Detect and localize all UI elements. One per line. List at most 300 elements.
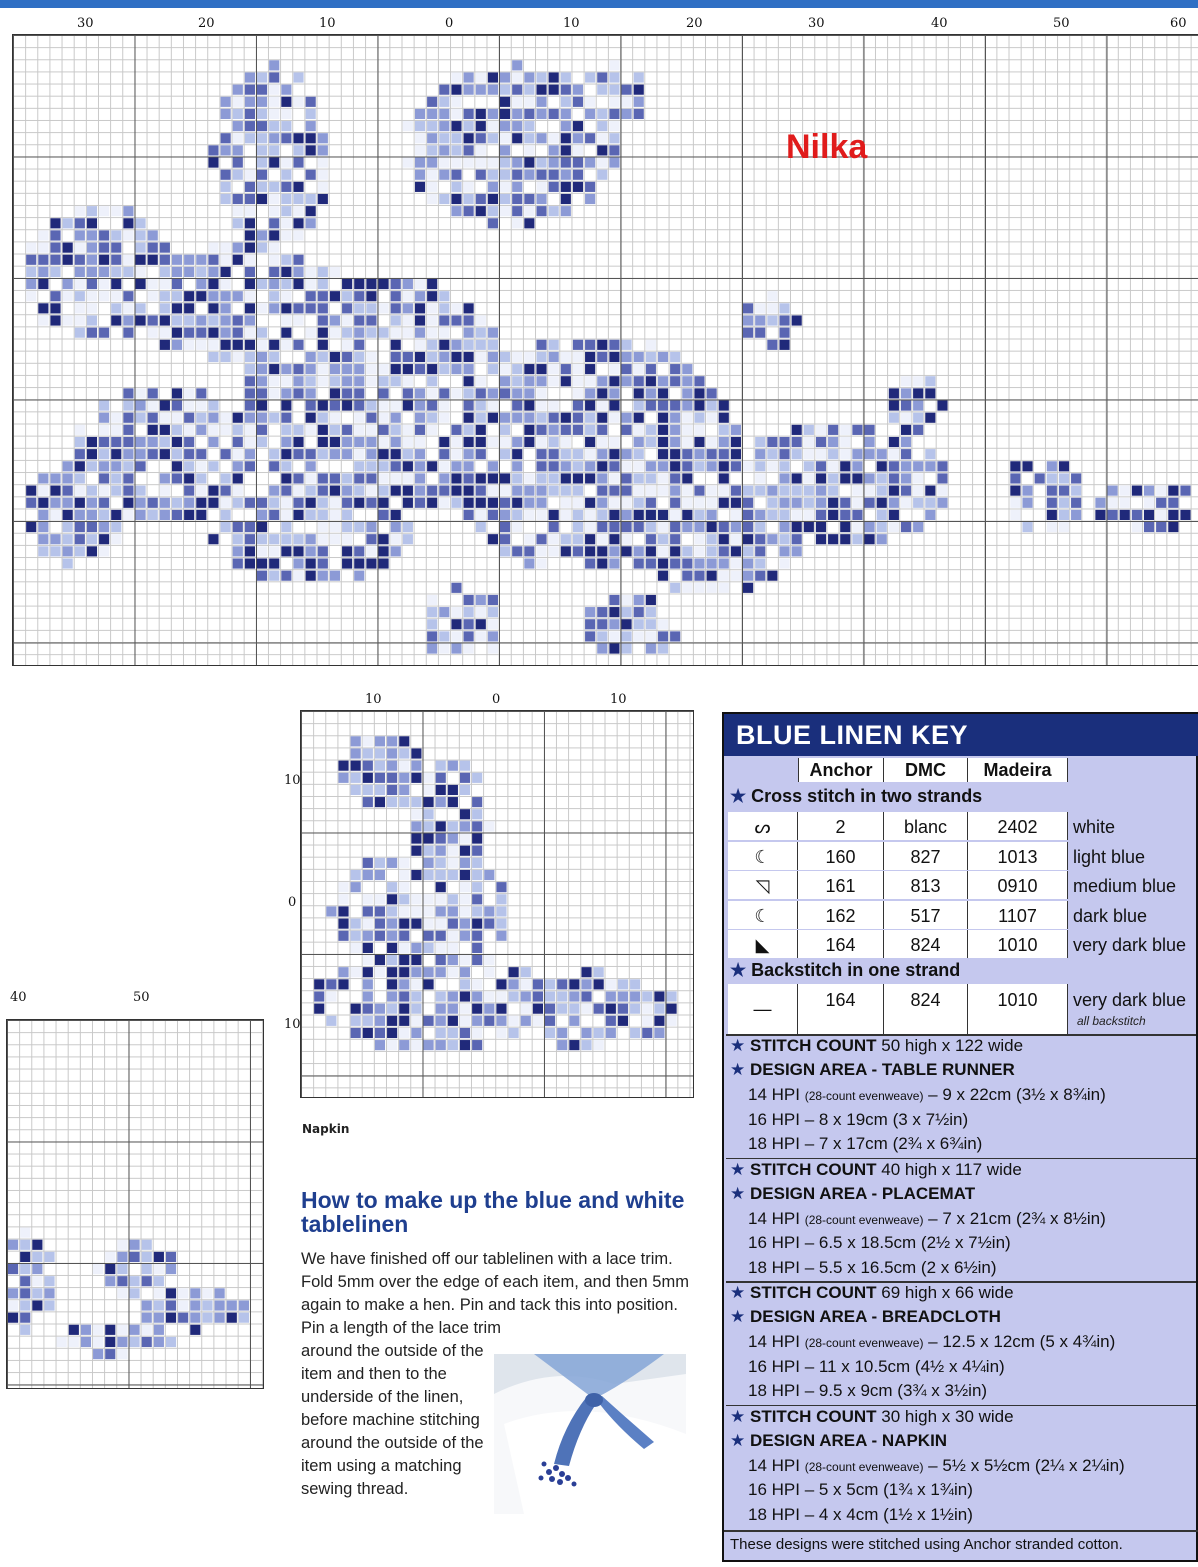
stitch-cell — [293, 376, 303, 386]
thread-symbol: ◣ — [728, 930, 798, 958]
stitch-count-value: 69 high x 66 wide — [881, 1283, 1014, 1302]
stitch-cell — [111, 230, 121, 240]
stitch-cell — [318, 546, 328, 556]
stitch-cell — [257, 328, 267, 338]
stitch-cell — [363, 943, 373, 953]
stitch-cell — [257, 522, 267, 532]
stitch-cell — [476, 121, 486, 131]
stitch-cell — [646, 486, 656, 496]
stitch-cell — [622, 534, 632, 544]
thread-row — [728, 812, 1196, 840]
stitch-cell — [464, 133, 474, 143]
stitch-cell — [707, 388, 717, 398]
stitch-cell — [136, 449, 146, 459]
stitch-cell — [257, 243, 267, 253]
stitch-cell — [767, 510, 777, 520]
x-tick-label: 10 — [365, 692, 382, 707]
stitch-cell — [184, 401, 194, 411]
stitch-cell — [792, 425, 802, 435]
stitch-cell — [363, 979, 373, 989]
stitch-cell — [172, 328, 182, 338]
stitch-cell — [50, 486, 60, 496]
stitch-cell — [451, 85, 461, 95]
stitch-cell — [330, 534, 340, 544]
stitch-cell — [464, 182, 474, 192]
stitch-cell — [865, 486, 875, 496]
x-tick-label: 10 — [563, 16, 580, 31]
stitch-cell — [166, 1264, 176, 1274]
stitch-cell — [281, 315, 291, 325]
stitch-cell — [403, 328, 413, 338]
stitch-cell — [682, 376, 692, 386]
stitch-cell — [500, 498, 510, 508]
stitch-cell — [342, 279, 352, 289]
stitch-cell — [233, 437, 243, 447]
stitch-cell — [338, 894, 348, 904]
stitch-cell — [694, 401, 704, 411]
stitch-cell — [779, 328, 789, 338]
stitch-cell — [351, 1028, 361, 1038]
stitch-cell — [379, 413, 389, 423]
stitch-cell — [512, 194, 522, 204]
stitch-cell — [658, 644, 668, 654]
stitch-cell — [375, 858, 385, 868]
stitch-cell — [622, 352, 632, 362]
stitch-cell — [50, 243, 60, 253]
stitch-cell — [609, 631, 619, 641]
stitch-cell — [342, 449, 352, 459]
stitch-cell — [573, 364, 583, 374]
stitch-cell — [160, 510, 170, 520]
stitch-cell — [585, 182, 595, 192]
stitch-cell — [245, 376, 255, 386]
stitch-cell — [281, 85, 291, 95]
stitch-cell — [50, 230, 60, 240]
stitch-cell — [375, 955, 385, 965]
stitch-cell — [293, 546, 303, 556]
stitch-cell — [573, 121, 583, 131]
stitch-cell — [500, 364, 510, 374]
stitch-cell — [148, 413, 158, 423]
stitch-cell — [682, 546, 692, 556]
stitch-cell — [719, 558, 729, 568]
stitch-cell — [654, 1004, 664, 1014]
stitch-cell — [342, 473, 352, 483]
stitch-cell — [658, 522, 668, 532]
stitch-cell — [411, 955, 421, 965]
stitch-cell — [609, 607, 619, 617]
stitch-cell — [913, 522, 923, 532]
stitch-cell — [448, 858, 458, 868]
stitch-cell — [411, 1016, 421, 1026]
stitch-cell — [536, 352, 546, 362]
stitch-cell — [828, 486, 838, 496]
design-area: ★ DESIGN AREA - PLACEMAT — [730, 1183, 976, 1203]
stitch-cell — [123, 401, 133, 411]
stitch-cell — [269, 364, 279, 374]
stitch-cell — [424, 967, 434, 977]
stitch-cell — [314, 991, 324, 1001]
stitch-cell — [658, 631, 668, 641]
stitch-cell — [694, 437, 704, 447]
stitch-cell — [901, 473, 911, 483]
stitch-cell — [111, 206, 121, 216]
stitch-cell — [196, 267, 206, 277]
stitch-cell — [512, 218, 522, 228]
stitch-cell — [755, 546, 765, 556]
stitch-cell — [293, 510, 303, 520]
stitch-cell — [354, 388, 364, 398]
stitch-cell — [99, 255, 109, 265]
stitch-cell — [460, 809, 470, 819]
stitch-cell — [293, 267, 303, 277]
stitch-cell — [136, 230, 146, 240]
stitch-cell — [351, 785, 361, 795]
stitch-count-label: STITCH COUNT — [749, 1406, 877, 1426]
stitch-cell — [306, 510, 316, 520]
stitch-cell — [351, 761, 361, 771]
stitch-cell — [424, 773, 434, 783]
stitch-pattern — [7, 1020, 263, 1388]
stitch-cell — [573, 97, 583, 107]
stitch-cell — [293, 315, 303, 325]
stitch-cell — [464, 72, 474, 82]
stitch-cell — [536, 558, 546, 568]
stitch-cell — [221, 328, 231, 338]
stitch-cell — [877, 498, 887, 508]
stitch-cell — [184, 291, 194, 301]
stitch-cell — [281, 388, 291, 398]
stitch-cell — [804, 473, 814, 483]
stitch-cell — [472, 991, 482, 1001]
stitch-cell — [536, 133, 546, 143]
stitch-cell — [476, 473, 486, 483]
stitch-cell — [488, 486, 498, 496]
stitch-cell — [245, 243, 255, 253]
stitch-cell — [670, 401, 680, 411]
stitch-cell — [484, 870, 494, 880]
stitch-cell — [75, 328, 85, 338]
stitch-cell — [561, 72, 571, 82]
stitch-cell — [38, 546, 48, 556]
stitch-cell — [387, 761, 397, 771]
stitch-cell — [609, 388, 619, 398]
stitch-cell — [233, 486, 243, 496]
stitch-cell — [707, 510, 717, 520]
y-tick-label: 10 — [284, 773, 301, 788]
stitch-cell — [634, 413, 644, 423]
stitch-cell — [1047, 461, 1057, 471]
stitch-cell — [338, 979, 348, 989]
stitch-cell — [50, 267, 60, 277]
stitch-cell — [731, 522, 741, 532]
stitch-cell — [667, 1016, 677, 1026]
stitch-cell — [99, 425, 109, 435]
stitch-cell — [609, 522, 619, 532]
stitch-cell — [326, 1016, 336, 1026]
stitch-cell — [622, 425, 632, 435]
stitch-cell — [257, 413, 267, 423]
stitch-cell — [427, 194, 437, 204]
stitch-cell — [581, 991, 591, 1001]
stitch-cell — [828, 510, 838, 520]
stitch-cell — [136, 315, 146, 325]
stitch-cell — [476, 631, 486, 641]
stitch-cell — [87, 510, 97, 520]
stitch-cell — [694, 571, 704, 581]
stitch-cell — [622, 546, 632, 556]
stitch-cell — [427, 182, 437, 192]
stitch-cell — [184, 425, 194, 435]
stitch-cell — [937, 461, 947, 471]
stitch-cell — [363, 894, 373, 904]
stitch-cell — [488, 340, 498, 350]
stitch-cell — [670, 498, 680, 508]
stitch-cell — [682, 486, 692, 496]
stitch-cell — [427, 121, 437, 131]
stitch-cell — [536, 388, 546, 398]
stitch-cell — [500, 85, 510, 95]
blue-linen-key — [722, 712, 1198, 1562]
stitch-cell — [111, 473, 121, 483]
stitch-cell — [585, 133, 595, 143]
stitch-cell — [646, 619, 656, 629]
stitch-cell — [816, 486, 826, 496]
stitch-cell — [476, 401, 486, 411]
stitch-cell — [363, 967, 373, 977]
stitch-cell — [221, 182, 231, 192]
stitch-cell — [245, 522, 255, 532]
stitch-cell — [436, 785, 446, 795]
stitch-cell — [233, 255, 243, 265]
stitch-cell — [136, 510, 146, 520]
stitch-cell — [257, 109, 267, 119]
stitch-cell — [391, 315, 401, 325]
stitch-cell — [391, 461, 401, 471]
stitch-cell — [38, 473, 48, 483]
stitch-cell — [496, 906, 506, 916]
stitch-cell — [87, 534, 97, 544]
stitch-cell — [306, 267, 316, 277]
stitch-cell — [136, 437, 146, 447]
x-tick-label: 40 — [931, 16, 948, 31]
stitch-cell — [460, 785, 470, 795]
stitch-cell — [804, 449, 814, 459]
stitch-cell — [399, 931, 409, 941]
stitch-cell — [293, 364, 303, 374]
stitch-cell — [136, 267, 146, 277]
stitch-cell — [524, 158, 534, 168]
stitch-cell — [399, 870, 409, 880]
stitch-cell — [351, 736, 361, 746]
stitch-cell — [403, 388, 413, 398]
stitch-cell — [32, 1264, 42, 1274]
stitch-cell — [464, 121, 474, 131]
stitch-cell — [306, 401, 316, 411]
stitch-cell — [670, 510, 680, 520]
stitch-cell — [585, 352, 595, 362]
stitch-cell — [281, 522, 291, 532]
stitch-cell — [488, 109, 498, 119]
stitch-cell — [512, 498, 522, 508]
stitch-cell — [411, 979, 421, 989]
stitch-cell — [634, 595, 644, 605]
stitch-cell — [622, 607, 632, 617]
stitch-cell — [415, 461, 425, 471]
stitch-cell — [117, 1349, 127, 1359]
stitch-cell — [464, 486, 474, 496]
size-main: 16 HPI – 6.5 x 18.5cm (2½ x 7½in) — [748, 1233, 1011, 1252]
stitch-cell — [318, 486, 328, 496]
stitch-cell — [496, 1004, 506, 1014]
stitch-cell — [233, 522, 243, 532]
stitch-cell — [1022, 498, 1032, 508]
stitch-cell — [500, 72, 510, 82]
stitch-cell — [306, 558, 316, 568]
stitch-cell — [755, 534, 765, 544]
stitch-cell — [202, 1300, 212, 1310]
stitch-cell — [399, 748, 409, 758]
stitch-cell — [609, 145, 619, 155]
stitch-cell — [99, 534, 109, 544]
design-area-label: DESIGN AREA - BREADCLOTH — [749, 1307, 1001, 1326]
stitch-cell — [411, 846, 421, 856]
x-tick-label: 10 — [319, 16, 336, 31]
stitch-cell — [375, 748, 385, 758]
stitch-cell — [436, 1004, 446, 1014]
stitch-cell — [1156, 522, 1166, 532]
stitch-cell — [439, 364, 449, 374]
stitch-cell — [597, 340, 607, 350]
stitch-cell — [634, 437, 644, 447]
stitch-cell — [451, 449, 461, 459]
stitch-cell — [172, 388, 182, 398]
stitch-cell — [549, 413, 559, 423]
stitch-cell — [8, 1240, 18, 1250]
stitch-cell — [269, 449, 279, 459]
stitch-cell — [281, 158, 291, 168]
stitch-cell — [330, 364, 340, 374]
stitch-cell — [306, 121, 316, 131]
stitch-cell — [330, 522, 340, 532]
stitch-cell — [427, 644, 437, 654]
stitch-pattern — [301, 711, 693, 1097]
stitch-cell — [117, 1240, 127, 1250]
stitch-cell — [75, 279, 85, 289]
stitch-cell — [184, 461, 194, 471]
stitch-cell — [561, 376, 571, 386]
stitch-cell — [172, 425, 182, 435]
stitch-cell — [634, 352, 644, 362]
stitch-cell — [561, 97, 571, 107]
stitch-cell — [221, 498, 231, 508]
stitch-cell — [573, 461, 583, 471]
stitch-cell — [484, 1016, 494, 1026]
thread-madeira: 1013 — [968, 842, 1068, 870]
stitch-cell — [99, 473, 109, 483]
stitch-cell — [488, 72, 498, 82]
main-stitch-chart — [12, 34, 1198, 666]
stitch-cell — [436, 773, 446, 783]
stitch-cell — [293, 558, 303, 568]
stitch-cell — [436, 991, 446, 1001]
stitch-cell — [594, 979, 604, 989]
stitch-cell — [269, 413, 279, 423]
stitch-cell — [436, 943, 446, 953]
stitch-cell — [403, 473, 413, 483]
backstitch-name: very dark blue — [1073, 990, 1187, 1010]
stitch-cell — [533, 1016, 543, 1026]
stitch-cell — [597, 85, 607, 95]
stitch-cell — [148, 388, 158, 398]
stitch-cell — [694, 449, 704, 459]
stitch-cell — [257, 340, 267, 350]
stitch-cell — [208, 267, 218, 277]
stitch-cell — [472, 882, 482, 892]
stitch-cell — [865, 498, 875, 508]
stitch-cell — [476, 595, 486, 605]
stitch-cell — [32, 1288, 42, 1298]
stitch-cell — [221, 303, 231, 313]
stitch-cell — [245, 328, 255, 338]
stitch-cell — [379, 364, 389, 374]
stitch-cell — [38, 486, 48, 496]
stitch-cell — [245, 291, 255, 301]
stitch-cell — [622, 631, 632, 641]
stitch-cell — [731, 534, 741, 544]
stitch-cell — [451, 461, 461, 471]
stitch-cell — [411, 906, 421, 916]
stitch-cell — [379, 534, 389, 544]
stitch-cell — [597, 644, 607, 654]
stitch-cell — [460, 919, 470, 929]
stitch-cell — [75, 243, 85, 253]
stitch-cell — [269, 230, 279, 240]
stitch-cell — [330, 498, 340, 508]
stitch-cell — [524, 546, 534, 556]
stitch-cell — [8, 1300, 18, 1310]
stitch-cell — [561, 413, 571, 423]
stitch-cell — [561, 510, 571, 520]
stitch-cell — [597, 486, 607, 496]
stitch-cell — [439, 461, 449, 471]
stitch-cell — [363, 1004, 373, 1014]
stitch-cell — [44, 1252, 54, 1262]
stitch-cell — [318, 364, 328, 374]
stitch-cell — [379, 388, 389, 398]
size-value: – 5½ x 5½cm (2¼ x 2¼in) — [923, 1455, 1125, 1475]
stitch-cell — [105, 1252, 115, 1262]
stitch-cell — [500, 97, 510, 107]
stitch-cell — [792, 522, 802, 532]
stitch-cell — [743, 328, 753, 338]
stitch-cell — [342, 328, 352, 338]
stitch-cell — [75, 291, 85, 301]
stitch-cell — [399, 906, 409, 916]
size-main: 18 HPI – 4 x 4cm (1½ x 1½in) — [748, 1504, 973, 1524]
stitch-cell — [488, 218, 498, 228]
stitch-cell — [354, 315, 364, 325]
stitch-cell — [719, 461, 729, 471]
stitch-cell — [8, 1264, 18, 1274]
stitch-cell — [937, 473, 947, 483]
stitch-cell — [500, 145, 510, 155]
stitch-cell — [573, 145, 583, 155]
stitch-cell — [342, 315, 352, 325]
stitch-cell — [509, 979, 519, 989]
stitch-cell — [464, 376, 474, 386]
stitch-cell — [415, 449, 425, 459]
